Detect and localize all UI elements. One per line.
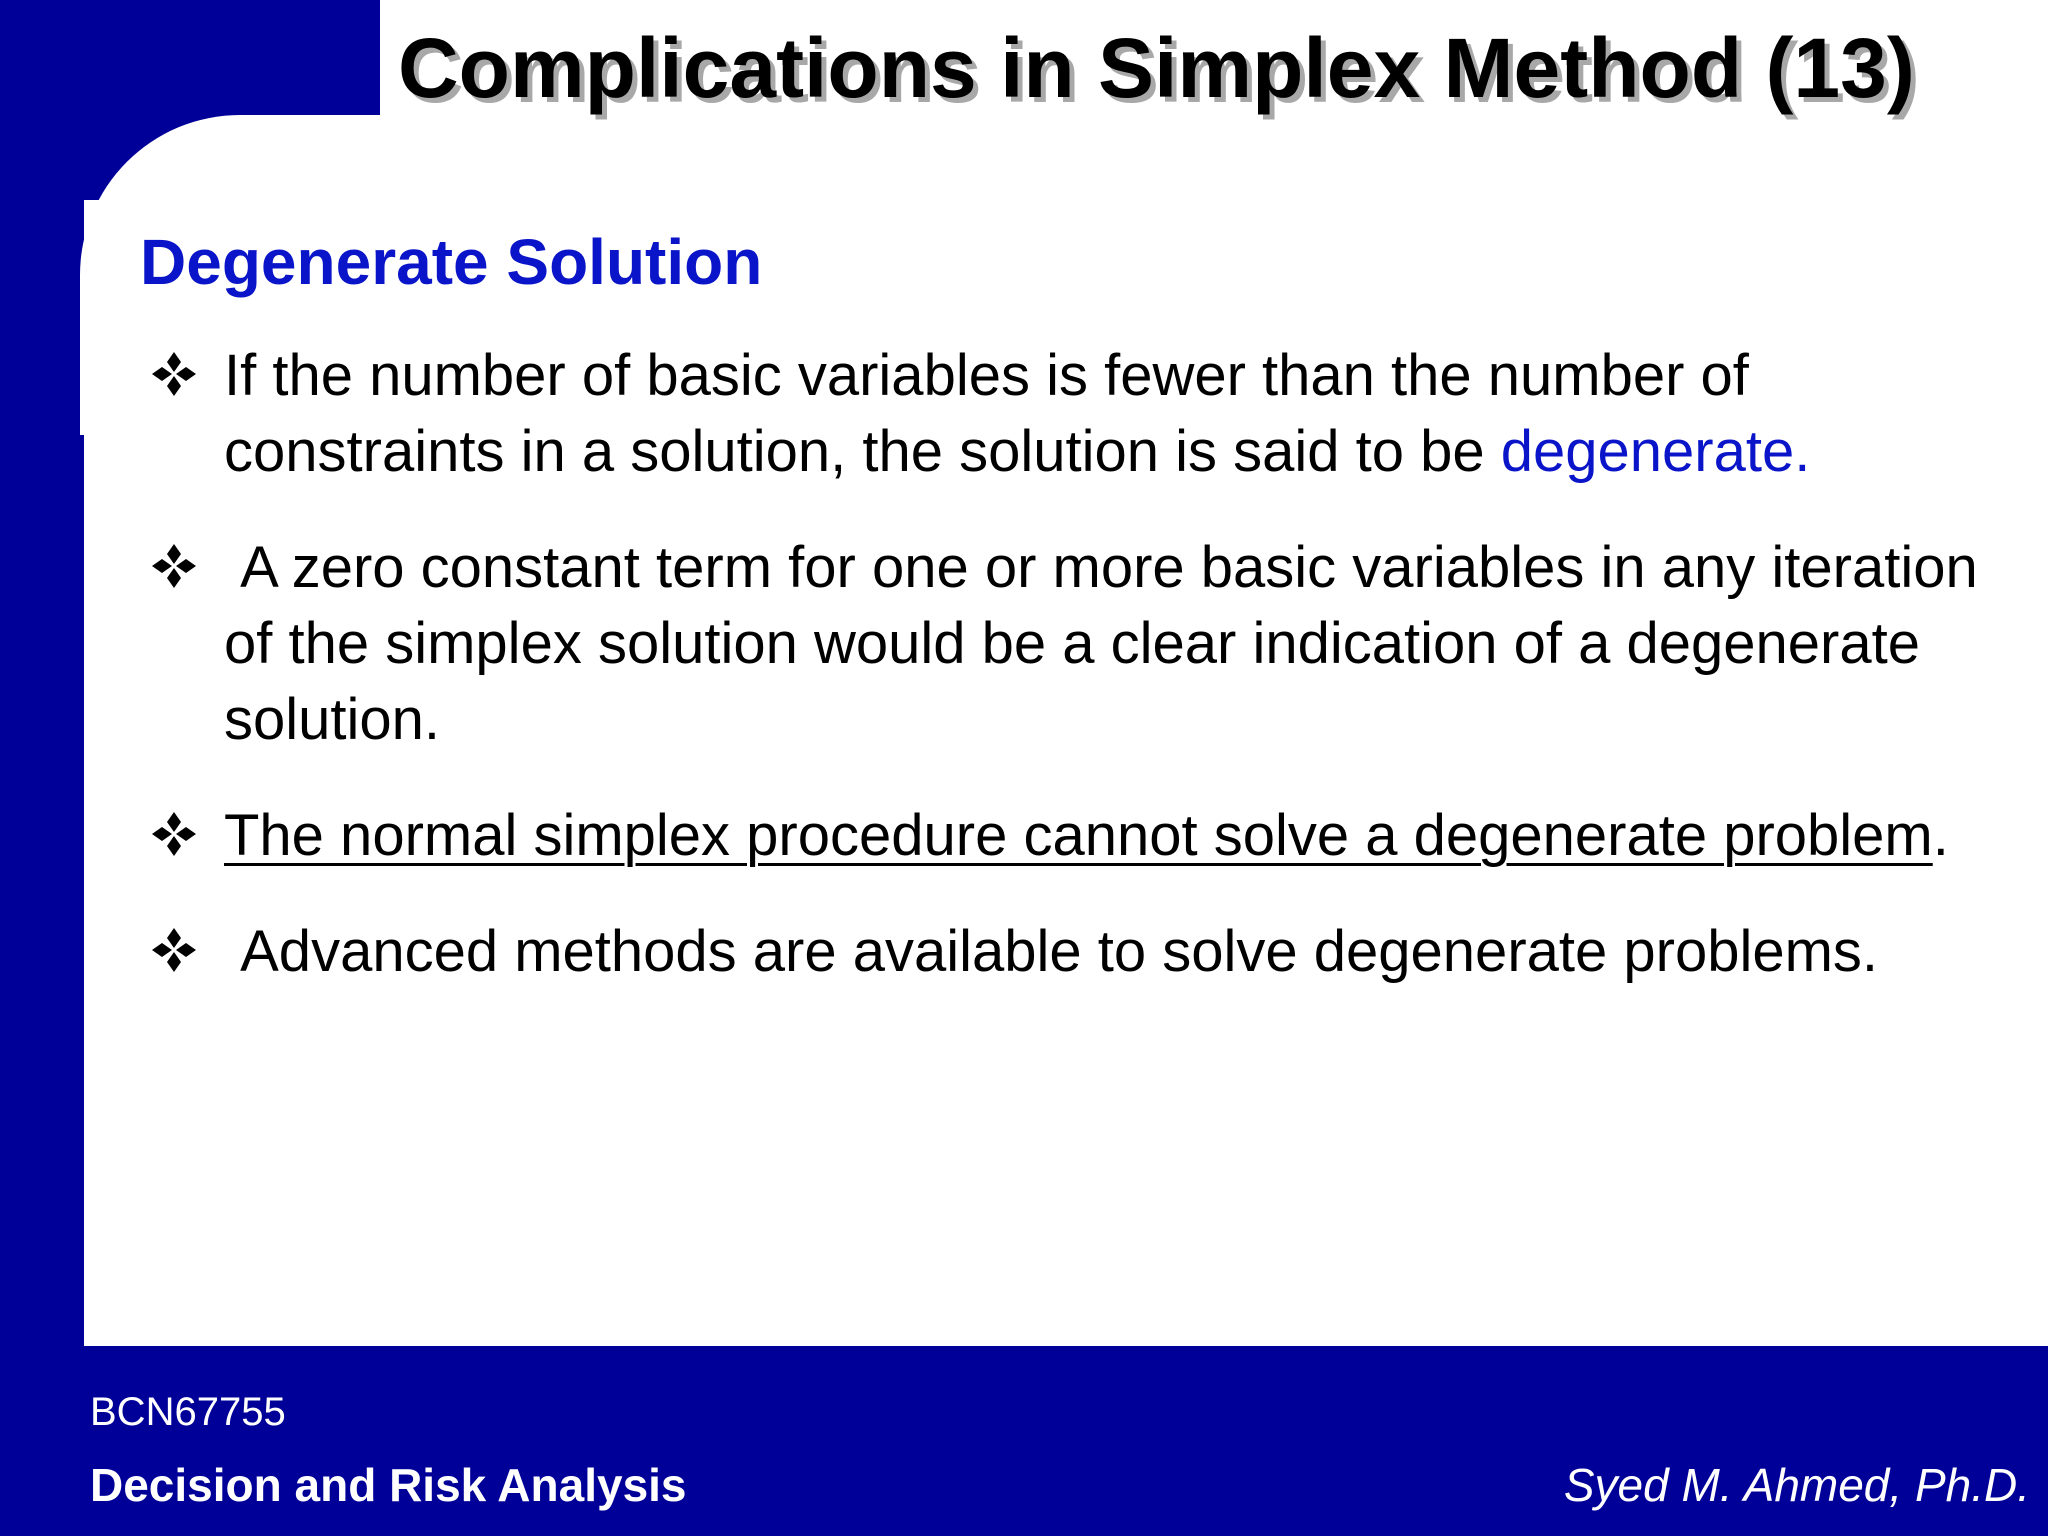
four-diamond-icon bbox=[150, 810, 198, 858]
bullet-text: If the number of basic variables is fewer than the number of constraints in a solution, the solution is said to be bbox=[224, 343, 1749, 484]
bullet-item-1 bbox=[150, 338, 2030, 490]
four-diamond-icon bbox=[150, 542, 198, 590]
slide-title: Complications in Simplex Method (13) bbox=[398, 21, 1915, 115]
highlight-term: degenerate. bbox=[1500, 419, 1811, 484]
footer-course-code: BCN67755 bbox=[90, 1390, 286, 1434]
underlined-text: The normal simplex procedure cannot solve a degenerate problem bbox=[224, 803, 1933, 868]
bullet-item-4 bbox=[150, 914, 2030, 990]
section-heading: Degenerate Solution bbox=[140, 226, 763, 298]
four-diamond-icon bbox=[150, 350, 198, 398]
bullet-item-3 bbox=[150, 798, 2030, 874]
frame-left-bar bbox=[0, 0, 84, 1536]
bullet-list bbox=[150, 338, 2030, 1030]
bullet-text: . bbox=[1932, 803, 1949, 868]
bullet-text: Advanced methods are available to solve degenerate problems. bbox=[224, 919, 1879, 984]
bullet-item-2 bbox=[150, 530, 2030, 758]
footer-course-name: Decision and Risk Analysis bbox=[90, 1459, 687, 1511]
bullet-text: A zero constant term for one or more basic variables in any iteration of the simplex solution would be a clear indication of a degenerate solution. bbox=[224, 535, 1994, 752]
footer-author: Syed M. Ahmed, Ph.D. bbox=[1563, 1459, 2030, 1511]
four-diamond-icon bbox=[150, 926, 198, 974]
